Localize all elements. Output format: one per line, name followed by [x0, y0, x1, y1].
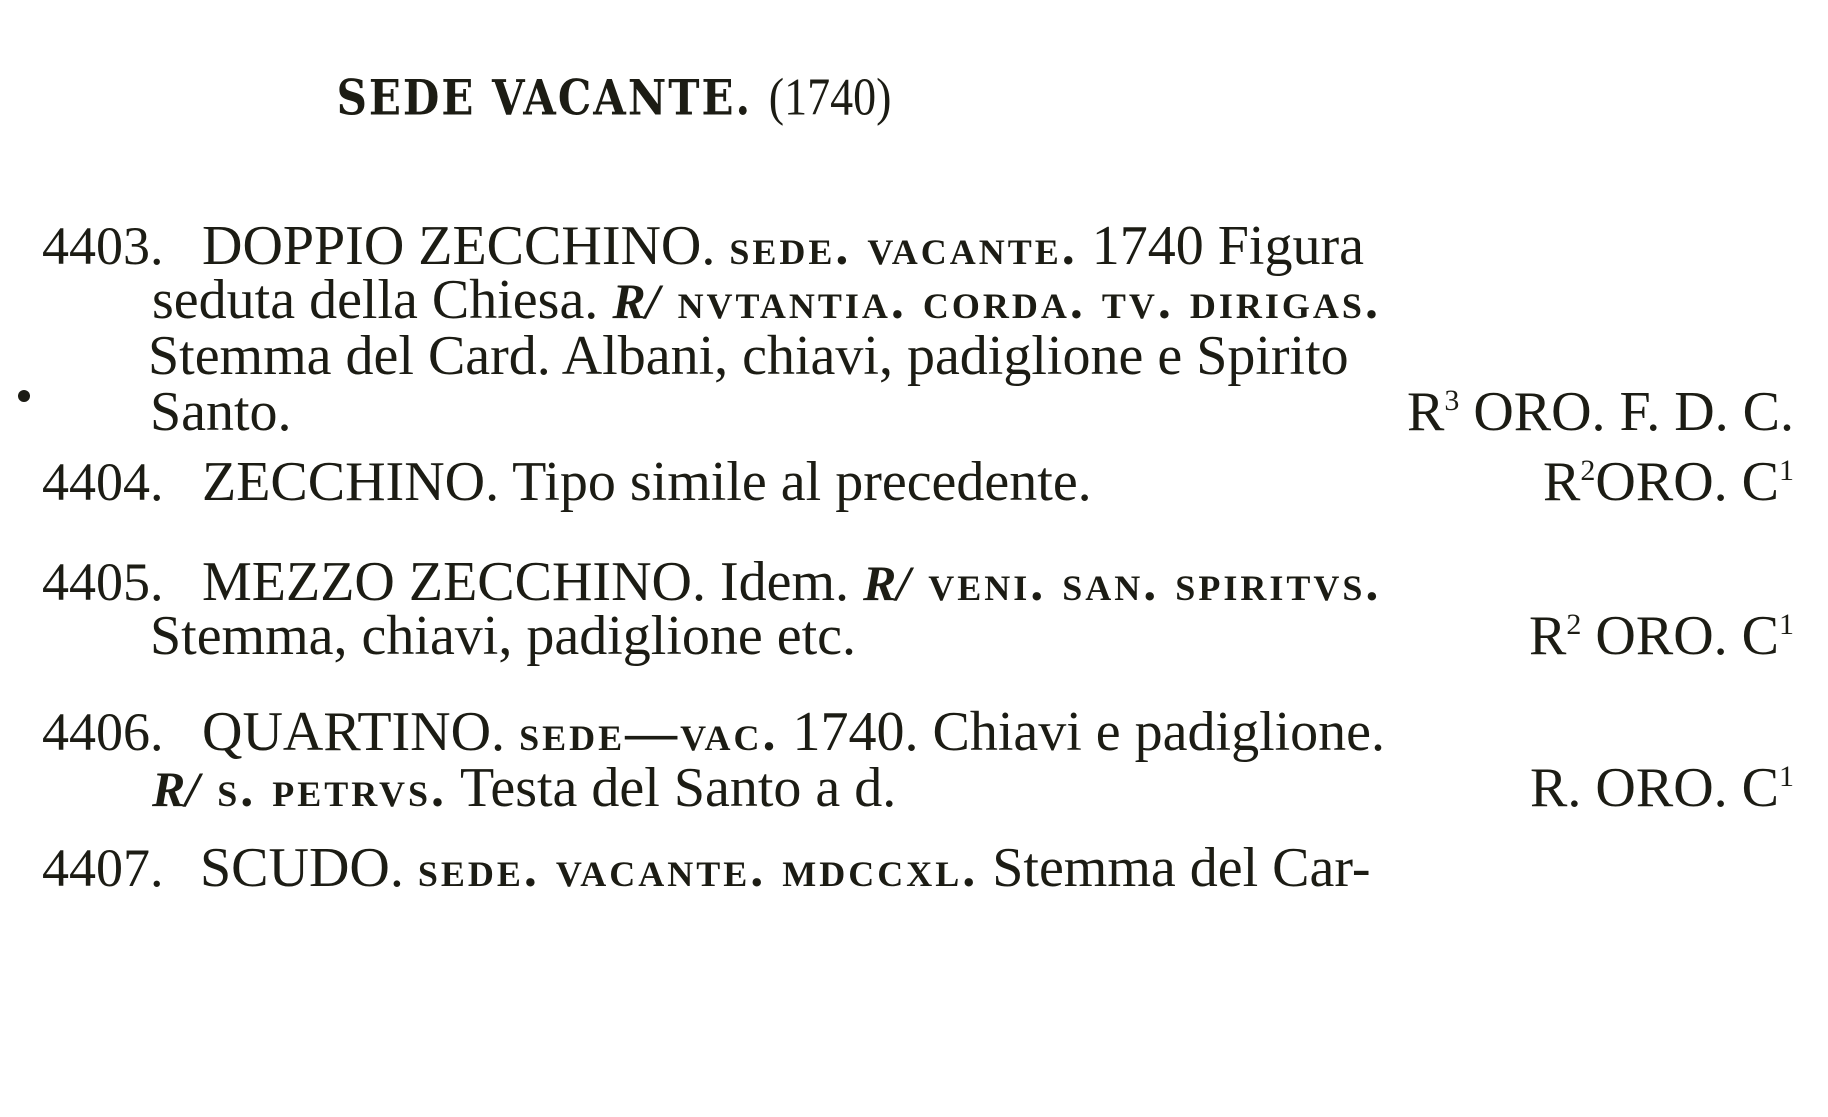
- entry-number: 4406.: [42, 702, 164, 762]
- entry-number: 4404.: [42, 452, 164, 512]
- grade-degree: 1: [1779, 760, 1794, 793]
- description-text: seduta della Chiesa.: [152, 269, 599, 331]
- reverse-symbol: R/: [612, 273, 660, 329]
- rarity: R: [1529, 605, 1567, 667]
- rarity: R: [1406, 381, 1445, 443]
- rarity-grade: [1530, 758, 1794, 818]
- entry-line-2: [150, 606, 856, 666]
- grade-degree: 1: [1779, 608, 1794, 641]
- coin-legend: sede. vacante.: [729, 219, 1078, 276]
- entry-line-2: [152, 758, 896, 820]
- entry-line-4: [150, 382, 292, 442]
- coin-name: DOPPIO ZECCHINO.: [202, 215, 716, 277]
- reverse-legend: nvtantia. corda. tv. dirigas.: [677, 273, 1381, 330]
- rarity-degree: 2: [1580, 454, 1596, 487]
- entry-number: 4403.: [42, 216, 164, 276]
- margin-dot: [18, 390, 30, 402]
- rarity: R.: [1530, 757, 1582, 819]
- rarity-grade: [1543, 452, 1794, 512]
- coin-description: Idem.: [719, 551, 850, 613]
- coin-legend: sede. vacante. mdccxl.: [417, 841, 979, 898]
- entry-line-3: [148, 326, 1349, 386]
- entry-number: 4407.: [42, 838, 164, 898]
- entry-line-1: [202, 702, 1385, 764]
- title-text: SEDE VACANTE.: [336, 69, 753, 126]
- metal-grade: ORO. C: [1595, 757, 1779, 819]
- metal-grade: ORO. F. D. C.: [1473, 381, 1794, 443]
- grade-degree: 1: [1779, 454, 1794, 487]
- coin-name: MEZZO ZECCHINO.: [202, 551, 706, 613]
- coin-legend: sede—vac.: [519, 705, 779, 762]
- coin-description: Stemma del Car-: [992, 837, 1371, 899]
- title-year: (1740): [768, 67, 892, 126]
- description-text: Testa del Santo a d.: [460, 757, 897, 819]
- metal-grade: ORO. C: [1595, 605, 1779, 667]
- page-title: [0, 66, 1228, 127]
- rarity-grade: [1407, 382, 1794, 442]
- coin-description: 1740. Chiavi e padiglione.: [792, 701, 1386, 763]
- reverse-symbol: R/: [863, 555, 911, 611]
- coin-name: QUARTINO.: [202, 701, 506, 763]
- description-text: Stemma del Card. Albani, chiavi, padiglione e Spirito: [148, 325, 1349, 387]
- metal-grade: ORO. C: [1595, 451, 1779, 513]
- coin-name: SCUDO.: [200, 837, 404, 899]
- rarity-degree: 3: [1444, 384, 1460, 417]
- rarity-degree: 2: [1566, 608, 1582, 641]
- reverse-legend: veni. san. spiritvs.: [928, 555, 1382, 612]
- description-text: Santo.: [150, 381, 292, 443]
- entry-line-2: [152, 270, 1381, 332]
- entry-number: 4405.: [42, 552, 164, 612]
- reverse-symbol: R/: [152, 761, 200, 817]
- rarity-grade: [1529, 606, 1794, 666]
- entry-line-1: [202, 452, 1092, 512]
- entry-line-1: [200, 838, 1371, 900]
- reverse-legend: s. petrvs.: [217, 761, 448, 818]
- coin-name: ZECCHINO.: [202, 451, 500, 513]
- description-text: Stemma, chiavi, padiglione etc.: [150, 605, 857, 667]
- coin-description: 1740 Figura: [1091, 215, 1364, 277]
- coin-description: Tipo simile al precedente.: [512, 451, 1092, 513]
- rarity: R: [1543, 451, 1581, 513]
